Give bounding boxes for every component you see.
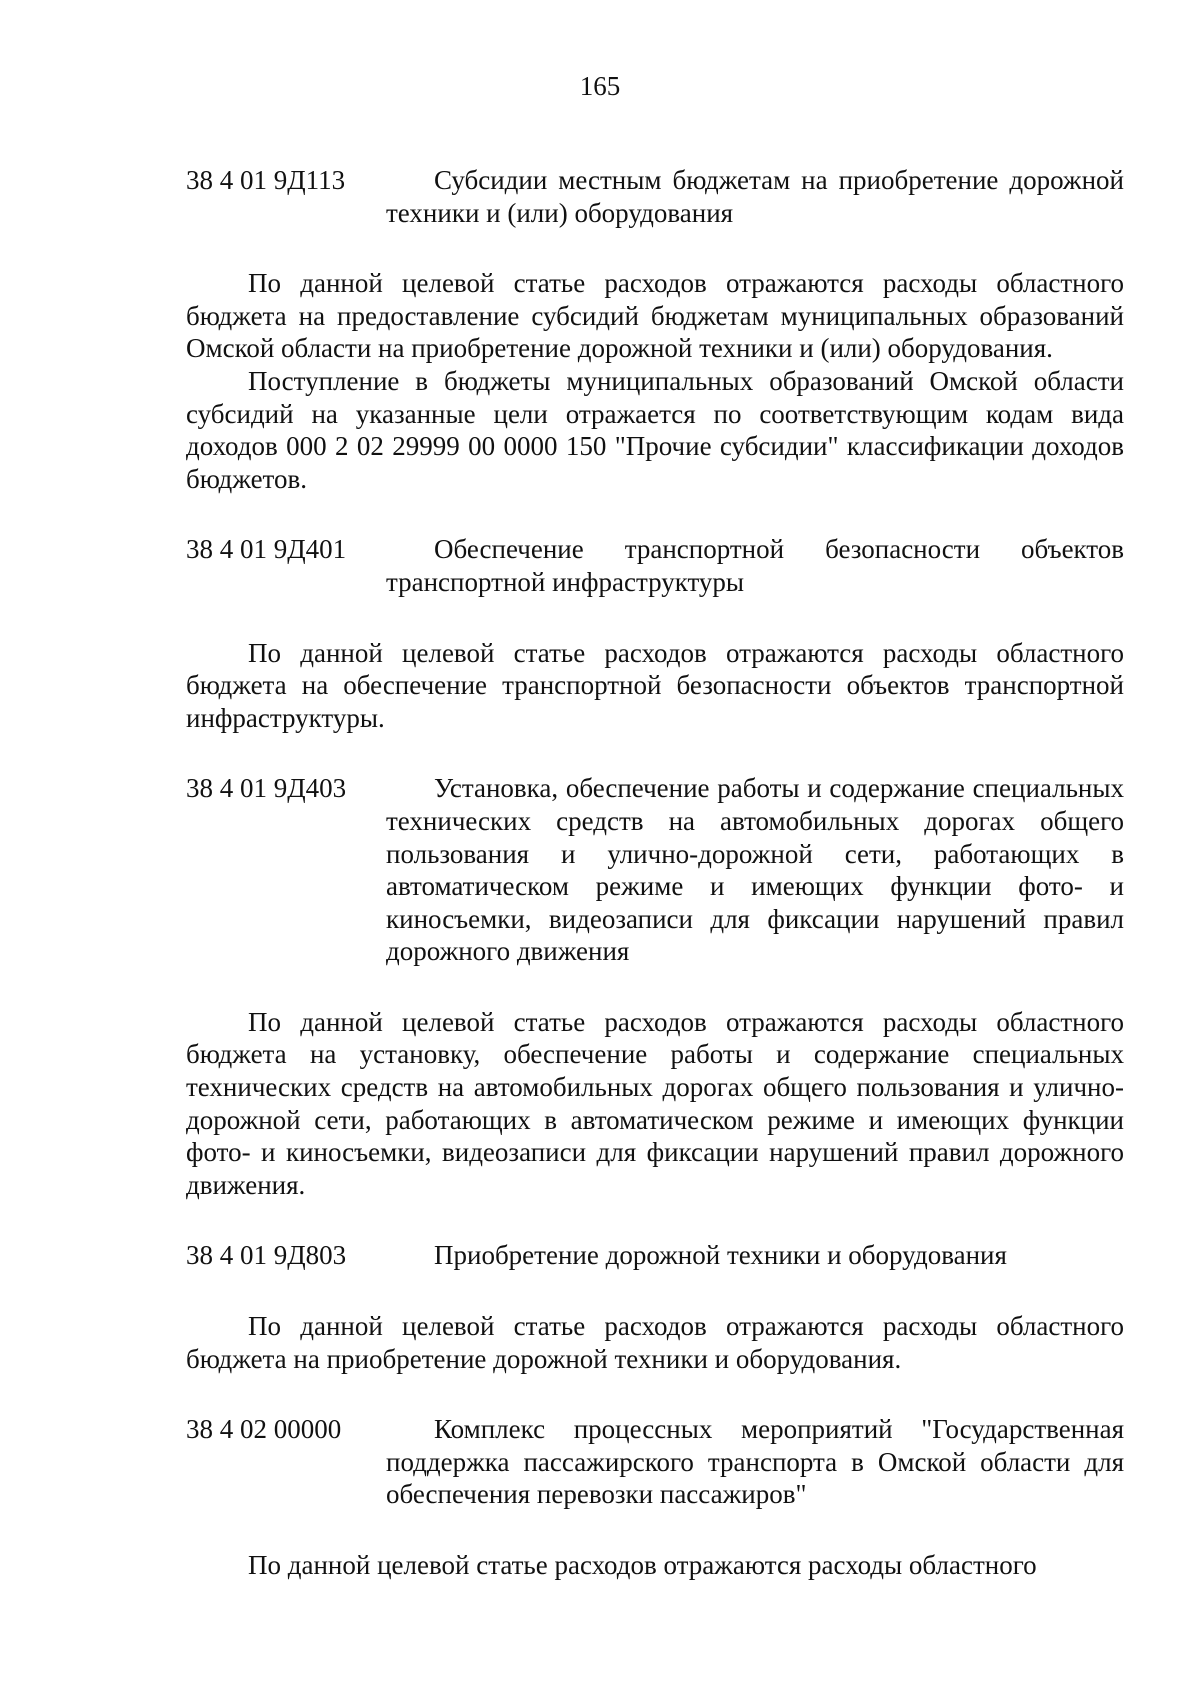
paragraph: По данной целевой статье расходов отражаются расходы областного бюджета на приобретение дорожной техники и оборудования.	[186, 1311, 1124, 1374]
section-title: Приобретение дорожной техники и оборудования	[434, 1240, 1007, 1271]
paragraph: Поступление в бюджеты муниципальных образований Омской области субсидий на указанные цели отражается по соответствующим кодам вида доходов 000 2 02 29999 00 0000 150 "Прочие субсидии" классификации доходов бюджетов.	[186, 365, 1124, 494]
section-title: Комплекс процессных мероприятий "Государственная поддержка пассажирского транспорта в Омской области для обеспечения перевозки пассажиров"	[386, 1414, 1124, 1510]
section-body	[186, 1549, 1124, 1582]
document-body	[186, 164, 1124, 1620]
section-title: Обеспечение транспортной безопасности объектов транспортной инфраструктуры	[386, 534, 1124, 597]
section-title: Субсидии местным бюджетам на приобретение дорожной техники и (или) оборудования	[386, 165, 1124, 228]
page-number: 165	[579, 71, 621, 101]
paragraph: По данной целевой статье расходов отражаются расходы областного	[248, 1550, 1037, 1580]
section-body	[186, 267, 1124, 495]
section-code: 38 4 01 9Д401	[186, 534, 347, 565]
section-heading	[186, 164, 1124, 229]
section-code: 38 4 02 00000	[186, 1414, 342, 1445]
section-heading	[186, 772, 1124, 968]
section-title: Установка, обеспечение работы и содержание специальных технических средств на автомобильных дорогах общего пользования и улично-дорожной сети, работающих в автоматическом режиме и имеющих функции фото- и киносъемки, видеозаписи для фиксации нарушений правил дорожного движения	[386, 773, 1124, 967]
section-code: 38 4 01 9Д403	[186, 773, 347, 804]
paragraph: По данной целевой статье расходов отражаются расходы областного бюджета на предоставление субсидий бюджетам муниципальных образований Омской области на приобретение дорожной техники и (или) оборудования.	[186, 268, 1124, 364]
paragraph: По данной целевой статье расходов отражаются расходы областного бюджета на установку, обеспечение работы и содержание специальных технических средств на автомобильных дорогах общего пользования и улично-дорожной сети, работающих в автоматическом режиме и имеющих функции фото- и киносъемки, видеозаписи для фиксации нарушений правил дорожного движения.	[186, 1006, 1124, 1200]
section-code: 38 4 01 9Д113	[186, 165, 346, 195]
section-heading	[186, 1413, 1124, 1511]
section-body	[186, 1310, 1124, 1375]
section-body	[186, 1006, 1124, 1202]
paragraph: По данной целевой статье расходов отражаются расходы областного бюджета на обеспечение транспортной безопасности объектов транспортной инфраструктуры.	[186, 637, 1124, 733]
section-heading	[186, 1239, 1124, 1272]
section-body	[186, 637, 1124, 735]
section-code: 38 4 01 9Д803	[186, 1240, 347, 1271]
section-heading	[186, 533, 1124, 598]
